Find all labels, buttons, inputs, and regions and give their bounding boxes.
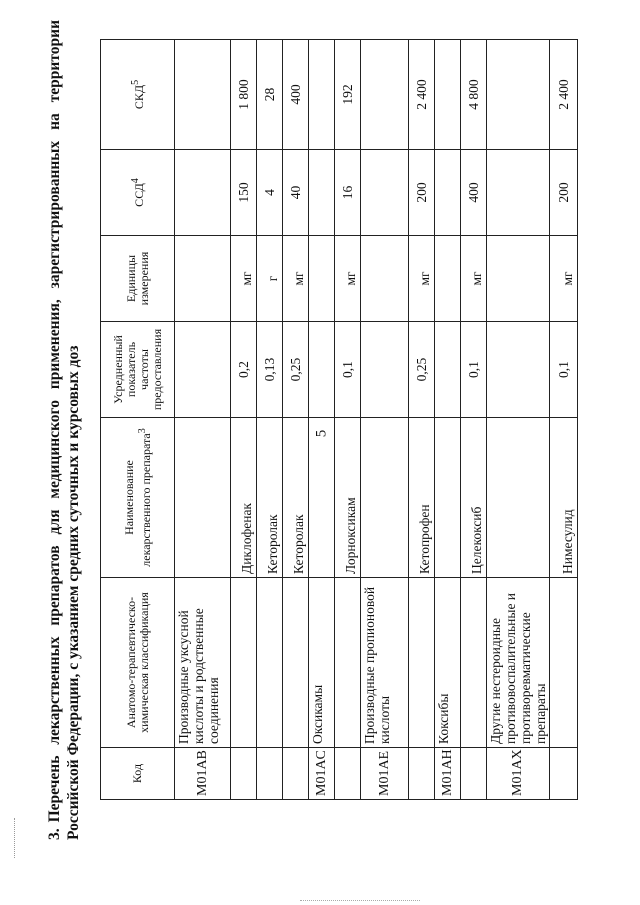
row-unit: мг [335, 236, 361, 322]
row-code [335, 748, 361, 800]
row-atc [257, 578, 283, 748]
row-unit: мг [283, 236, 309, 322]
row-drug: Кеторолак [283, 418, 309, 578]
row-unit [175, 236, 231, 322]
table-row [361, 40, 409, 800]
section-heading [45, 20, 83, 840]
row-skd: 192 [335, 40, 361, 150]
row-drug [487, 418, 550, 578]
row-drug: Лорноксикам [335, 418, 361, 578]
row-ssd [361, 150, 409, 236]
row-skd [487, 40, 550, 150]
row-code [409, 748, 435, 800]
footnote-5: 5 [130, 79, 141, 85]
col-header-atc: Анатомо-терапевтическо-химическая классификация [101, 578, 175, 748]
row-frequency [487, 322, 550, 418]
row-drug [435, 418, 461, 578]
row-atc: Другие нестероидные противовоспалительные и противоревматические препараты [487, 578, 550, 748]
row-atc [409, 578, 435, 748]
row-frequency [175, 322, 231, 418]
col-header-drug [101, 418, 175, 578]
row-frequency: 0,2 [231, 322, 257, 418]
col-header-ssd [101, 150, 175, 236]
row-unit [435, 236, 461, 322]
row-frequency: 0,1 [550, 322, 578, 418]
row-code: M01AH [435, 748, 461, 800]
page-number: 5 [313, 429, 330, 438]
section-number: 3. [46, 828, 63, 840]
row-atc [550, 578, 578, 748]
row-drug: Кеторолак [257, 418, 283, 578]
row-frequency [361, 322, 409, 418]
row-atc [231, 578, 257, 748]
col-header-unit: Единицы измерения [101, 236, 175, 322]
row-ssd: 400 [461, 150, 487, 236]
row-atc [335, 578, 361, 748]
row-unit [309, 236, 335, 322]
row-drug: Диклофенак [231, 418, 257, 578]
row-ssd [435, 150, 461, 236]
row-atc: Оксикамы [309, 578, 335, 748]
table-row [435, 40, 461, 800]
footnote-4: 4 [130, 178, 141, 184]
table-row [409, 40, 435, 800]
row-frequency: 0,1 [335, 322, 361, 418]
row-unit: мг [461, 236, 487, 322]
col-header-skd-label: СКД [132, 84, 146, 110]
row-ssd: 200 [550, 150, 578, 236]
table-row [550, 40, 578, 800]
row-ssd [175, 150, 231, 236]
col-header-code: Код [101, 748, 175, 800]
row-unit [487, 236, 550, 322]
table-row [309, 40, 335, 800]
row-unit: мг [231, 236, 257, 322]
row-ssd: 200 [409, 150, 435, 236]
row-skd [361, 40, 409, 150]
row-frequency: 0,25 [409, 322, 435, 418]
row-code [257, 748, 283, 800]
row-frequency: 0,1 [461, 322, 487, 418]
col-header-frequency: Усредненный показатель частоты предоставления [101, 322, 175, 418]
table-row [335, 40, 361, 800]
row-frequency: 0,13 [257, 322, 283, 418]
row-drug: Целекоксиб [461, 418, 487, 578]
row-code [461, 748, 487, 800]
row-skd: 1 800 [231, 40, 257, 150]
row-code: M01AX [487, 748, 550, 800]
col-header-drug-label: Наименование лекарственного препарата [121, 433, 153, 567]
table-row [461, 40, 487, 800]
row-skd: 2 400 [550, 40, 578, 150]
row-unit: мг [550, 236, 578, 322]
table-row [175, 40, 231, 800]
col-header-ssd-label: ССД [132, 183, 146, 207]
row-unit [361, 236, 409, 322]
table-row [257, 40, 283, 800]
row-skd [175, 40, 231, 150]
row-atc [283, 578, 309, 748]
row-code: M01AE [361, 748, 409, 800]
drug-table [100, 39, 578, 800]
row-drug [175, 418, 231, 578]
row-drug [361, 418, 409, 578]
row-skd: 4 800 [461, 40, 487, 150]
row-drug [309, 418, 335, 578]
row-atc: Коксибы [435, 578, 461, 748]
row-frequency [309, 322, 335, 418]
row-code [550, 748, 578, 800]
row-drug: Нимесулид [550, 418, 578, 578]
col-header-skd [101, 40, 175, 150]
row-drug: Кетопрофен [409, 418, 435, 578]
margin-mark [14, 818, 17, 858]
bottom-scan-mark [300, 900, 420, 901]
rotated-page-content [0, 20, 640, 880]
table-row [283, 40, 309, 800]
row-ssd [309, 150, 335, 236]
row-skd: 400 [283, 40, 309, 150]
table-row [487, 40, 550, 800]
section-title: Перечень лекарственных препаратов для медицинского применения, зарегистрированных на территории Российской Федерации, с указанием средних суточных и курсовых доз [46, 20, 82, 840]
row-unit: г [257, 236, 283, 322]
row-ssd: 150 [231, 150, 257, 236]
row-code [231, 748, 257, 800]
row-atc: Производные уксусной кислоты и родственные соединения [175, 578, 231, 748]
row-ssd: 4 [257, 150, 283, 236]
row-skd: 2 400 [409, 40, 435, 150]
row-skd [435, 40, 461, 150]
row-atc [461, 578, 487, 748]
footnote-3: 3 [136, 428, 148, 434]
row-skd [309, 40, 335, 150]
row-unit: мг [409, 236, 435, 322]
row-ssd [487, 150, 550, 236]
row-ssd: 40 [283, 150, 309, 236]
row-atc: Производные пропионовой кислоты [361, 578, 409, 748]
table-header-row [101, 40, 175, 800]
row-skd: 28 [257, 40, 283, 150]
row-ssd: 16 [335, 150, 361, 236]
row-code: M01AC [309, 748, 335, 800]
table-row [231, 40, 257, 800]
row-frequency: 0,25 [283, 322, 309, 418]
row-code: M01AB [175, 748, 231, 800]
row-code [283, 748, 309, 800]
row-frequency [435, 322, 461, 418]
